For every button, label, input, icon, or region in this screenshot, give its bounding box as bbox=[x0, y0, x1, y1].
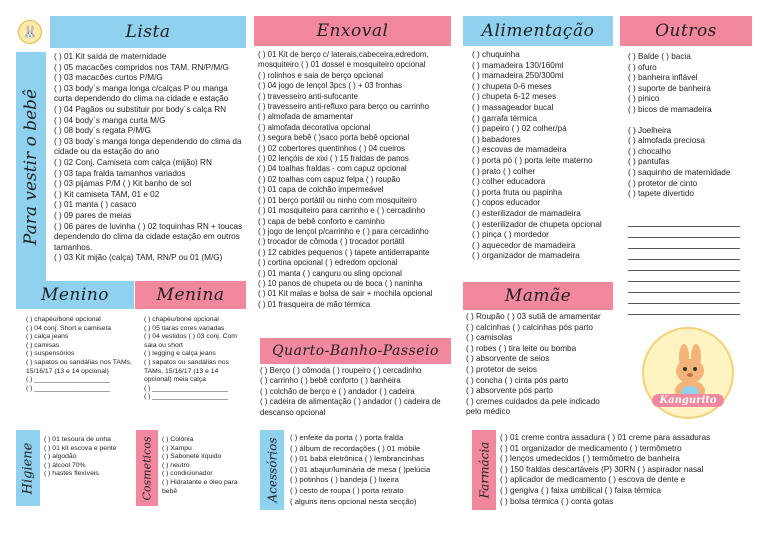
mamae-item[interactable]: ( ) absorvente de seios bbox=[466, 354, 550, 364]
enxoval-item[interactable]: ( ) 01 manta ( ) canguru ou sling opcional bbox=[258, 268, 402, 278]
blank-lines bbox=[628, 216, 740, 315]
enxoval-list bbox=[258, 50, 454, 310]
brand-label: Kangurito bbox=[652, 394, 724, 407]
menina-item[interactable]: ( ) 05 tiaras cores variadas bbox=[144, 324, 225, 332]
alimentacao-item[interactable]: ( ) garrafa térmica bbox=[472, 113, 538, 123]
menino-item[interactable]: ( ) 04 conj. Short e camiseta bbox=[26, 324, 111, 332]
outros-item[interactable]: ( ) ofuro bbox=[628, 62, 657, 72]
menina-item[interactable]: ( ) ____________________ bbox=[144, 393, 228, 401]
lista-item[interactable]: ( ) 09 pares de meias bbox=[54, 210, 132, 220]
enxoval-item[interactable]: ( ) jogo de lençol p/carrinho e ( ) para cercadinho bbox=[258, 226, 429, 236]
alimentacao-item[interactable]: ( ) massageador bucal bbox=[472, 102, 554, 112]
alimentacao-title: Alimentação bbox=[481, 21, 595, 41]
outros-title: Outros bbox=[655, 21, 717, 41]
enxoval-item[interactable]: ( ) travesseiro anti-sufocante bbox=[258, 91, 358, 101]
farmacia-list bbox=[500, 433, 740, 507]
cosmeticos-item[interactable]: ( ) condicionador bbox=[162, 470, 213, 478]
lista-item[interactable]: ( ) 02 Conj. Camiseta com calça (mijão) RN bbox=[54, 157, 212, 167]
acessorios-item[interactable]: ( ) enfeite da porta ( ) porta fralda bbox=[290, 433, 404, 442]
outros-item[interactable]: ( ) saquinho de maternidade bbox=[628, 167, 731, 177]
menino-item[interactable]: ( ) suspensórios bbox=[26, 350, 75, 358]
menina-item[interactable]: ( ) ____________________ bbox=[144, 384, 228, 392]
menina-title: Menina bbox=[156, 285, 225, 305]
lista-title: Lista bbox=[125, 22, 171, 42]
acessorios-item[interactable]: ( ) potinhos ( ) bandeja ( ) lixeira bbox=[290, 475, 399, 485]
lista-item[interactable]: ( ) 01 manta ( ) casaco bbox=[54, 200, 137, 210]
alimentacao-item[interactable]: ( ) papeiro ( ) 02 colher/pá bbox=[472, 124, 567, 134]
para-vestir-title: Para vestir o bebê bbox=[21, 88, 41, 246]
acessorios-item[interactable]: ( alguns itens opcional nesta secção) bbox=[290, 496, 417, 506]
alimentacao-item[interactable]: ( ) porta fruta ou papinha bbox=[472, 187, 563, 197]
lista-item[interactable]: ( ) 03 Kit mijão (calça) TAM, RN/P ou 01 (M/G) bbox=[54, 253, 223, 263]
alimentacao-item[interactable]: ( ) babadores bbox=[472, 134, 521, 144]
farmacia-item[interactable]: ( ) aplicador de medicamento ( ) escova de dente e bbox=[500, 475, 686, 485]
higiene-item[interactable]: ( ) 01 tesoura de unha bbox=[44, 436, 111, 443]
mamae-item[interactable]: ( ) absorvente pós parto bbox=[466, 386, 553, 396]
lista-item[interactable]: ( ) 03 body´s manga longa c/calças P ou manga curta dependendo do clima na cidade e estação bbox=[54, 83, 229, 104]
alimentacao-item[interactable]: ( ) copos educador bbox=[472, 198, 541, 208]
lista-list bbox=[54, 52, 246, 264]
enxoval-item[interactable]: ( ) 02 lençóis de xixi ( ) 15 fraldas de panos bbox=[258, 154, 409, 164]
enxoval-title: Enxoval bbox=[316, 21, 389, 41]
enxoval-item[interactable]: ( ) 02 toalhas com capuz felpa ( ) roupão bbox=[258, 174, 401, 184]
menino-item[interactable]: ( ) camisas bbox=[26, 341, 60, 349]
enxoval-item[interactable]: ( ) 01 capa de colchão impermeável bbox=[258, 185, 384, 195]
cosmeticos-item[interactable]: ( ) Xampu bbox=[162, 444, 192, 452]
mamae-item[interactable]: ( ) camisolas bbox=[466, 333, 513, 343]
lista-item[interactable]: ( ) 06 pares de luvinha ( ) 02 toquinhas RN + toucas dependendo do clima da cidade estação em outros tamanhos. bbox=[54, 221, 243, 252]
outros-header bbox=[620, 16, 752, 46]
mamae-title: Mamãe bbox=[504, 286, 572, 306]
mamae-item[interactable]: ( ) cremes cuidados da pele indicado pelo médico bbox=[466, 396, 600, 417]
quarto-item[interactable]: ( ) colchão de berço e ( ) andador ( ) cadeira bbox=[260, 386, 415, 396]
enxoval-item[interactable]: ( ) 04 jogo de lençol 3pcs ( ) + 03 fronhas bbox=[258, 81, 403, 91]
acessorios-list bbox=[290, 433, 456, 507]
outros-item[interactable]: ( ) banheira inflável bbox=[628, 73, 698, 83]
higiene-item[interactable]: ( ) hastes flexíveis bbox=[44, 470, 99, 478]
outros-item[interactable]: ( ) pinico bbox=[628, 94, 660, 104]
alimentacao-item[interactable]: ( ) chupeta 6-12 meses bbox=[472, 92, 557, 102]
alimentacao-item[interactable]: ( ) mamadeira 130/160ml bbox=[472, 60, 564, 70]
menino-item[interactable]: ( ) ____________________ bbox=[26, 376, 110, 384]
menina-item[interactable]: ( ) 04 vestidos ( ) 03 conj. Com saia ou short bbox=[144, 333, 237, 349]
acessorios-item[interactable]: ( ) 01 abajur/luminária de mesa ( )pelúcia bbox=[290, 464, 431, 474]
higiene-list bbox=[44, 436, 136, 479]
menina-item[interactable]: ( ) legging e calça jeans bbox=[144, 350, 216, 358]
menina-item[interactable]: ( ) chapéu/boné opcional bbox=[144, 316, 219, 323]
enxoval-item[interactable]: ( ) segura bebê ( )saco porta bebê opcional bbox=[258, 133, 410, 143]
alimentacao-item[interactable]: ( ) prato ( ) colher bbox=[472, 166, 536, 176]
small-logo: 🐰 bbox=[18, 20, 42, 44]
menina-list bbox=[144, 316, 246, 402]
farmacia-item[interactable]: ( ) 01 creme contra assadura ( ) 01 creme para assaduras bbox=[500, 433, 711, 442]
enxoval-item[interactable]: ( ) 01 Kit de berço c/ laterais,cabeceira,edredom, mosquiteiro ( ) 01 dossel e mosquiteiro opcional bbox=[258, 50, 429, 70]
mamae-item[interactable]: ( ) calcinhas ( ) calcinhas pós parto bbox=[466, 322, 593, 332]
outros-item[interactable]: ( ) tapete divertido bbox=[628, 189, 694, 199]
menina-item[interactable]: ( ) sapatos ou sandálias nos TAMs, 15/16/17 (13 e 14 opcional) meia calça bbox=[144, 358, 230, 384]
lista-item[interactable]: ( ) 01 Kit saída de maternidade bbox=[54, 52, 167, 61]
enxoval-item[interactable]: ( ) trocador de cômoda ( ) trocador portátil bbox=[258, 237, 405, 247]
acessorios-item[interactable]: ( ) álbum de recordações ( ) 01 móbile bbox=[290, 443, 421, 453]
enxoval-item[interactable]: ( ) almofada de amamentar bbox=[258, 112, 354, 122]
enxoval-item[interactable]: ( ) cortina opcional ( ) edredom opcional bbox=[258, 258, 398, 268]
quarto-title: Quarto-Banho-Passeio bbox=[272, 343, 439, 359]
enxoval-item[interactable]: ( ) rolinhos e saia de berço opcional bbox=[258, 70, 384, 80]
acessorios-title: Acessórios bbox=[265, 437, 279, 503]
quarto-item[interactable]: ( ) cadeira de alimentação ( ) andador ( ) cadeira de descanso opcional bbox=[260, 397, 441, 417]
mamae-list bbox=[466, 312, 616, 418]
lista-item[interactable]: ( ) 04 body´s manga curta M/G bbox=[54, 115, 166, 125]
alimentacao-item[interactable]: ( ) esterilizador de mamadeira bbox=[472, 208, 581, 218]
quarto-item[interactable]: ( ) Berço ( ) cômoda ( ) roupeiro ( ) cercadinho bbox=[260, 366, 422, 375]
farmacia-item[interactable]: ( ) lenços umedecidos ( ) termômetro de banheira bbox=[500, 454, 680, 464]
cosmeticos-item[interactable]: ( ) neutro bbox=[162, 461, 190, 469]
alimentacao-item[interactable]: ( ) mamadeira 250/300ml bbox=[472, 71, 564, 81]
lista-item[interactable]: ( ) 03 macacões curtos P/M/G bbox=[54, 73, 163, 83]
mamae-item[interactable]: ( ) robes ( ) tira leite ou bomba bbox=[466, 343, 577, 353]
alimentacao-item[interactable]: ( ) esterilizador de chupeta opcional bbox=[472, 219, 602, 229]
lista-item[interactable]: ( ) 03 body´s manga longa dependendo do clima da cidade ou da estação do ano bbox=[54, 136, 242, 157]
higiene-item[interactable]: ( ) algodão bbox=[44, 453, 77, 461]
enxoval-item[interactable]: ( ) 12 cabides pequenos ( ) tapete antiderrapante bbox=[258, 247, 430, 257]
alimentacao-item[interactable]: ( ) escovas de mamadeira bbox=[472, 145, 567, 155]
alimentacao-item[interactable]: ( ) chupeta 0-6 meses bbox=[472, 81, 552, 91]
alimentacao-header bbox=[463, 16, 613, 46]
menino-list bbox=[26, 316, 134, 393]
alimentacao-item[interactable]: ( ) aquecedor de mamadeira bbox=[472, 240, 576, 250]
outros-item[interactable]: ( ) Joelheira bbox=[628, 125, 672, 135]
cosmeticos-list bbox=[162, 436, 248, 496]
mamae-item[interactable]: ( ) Roupão ( ) 03 sutiã de amamentar bbox=[466, 312, 601, 321]
enxoval-item[interactable]: ( ) 01 berço portátil ou ninho com mosquiteiro bbox=[258, 195, 417, 205]
alimentacao-item[interactable]: ( ) colher educadora bbox=[472, 177, 546, 187]
mamae-header bbox=[463, 282, 613, 310]
enxoval-item[interactable]: ( ) almofada decorativa opcional bbox=[258, 122, 371, 132]
enxoval-item[interactable]: ( ) 01 mosquiteiro para carrinho e ( ) cercadinho bbox=[258, 206, 426, 216]
quarto-header bbox=[260, 338, 451, 364]
cosmeticos-item[interactable]: ( ) Sabonete líquido bbox=[162, 453, 222, 461]
menino-header bbox=[16, 281, 134, 309]
cosmeticos-item[interactable]: ( ) Colônia bbox=[162, 436, 194, 443]
outros-item[interactable]: ( ) protetor de cinto bbox=[628, 178, 698, 188]
para-vestir-bar bbox=[16, 52, 46, 282]
cosmeticos-title: Cosmeticos bbox=[140, 436, 154, 500]
enxoval-item[interactable]: ( ) capa de bebê conforto e caminho bbox=[258, 216, 385, 226]
kangaroo-icon bbox=[644, 329, 736, 421]
enxoval-item[interactable]: ( ) 04 toalhas fraldas - com capuz opcional bbox=[258, 164, 407, 174]
quarto-list bbox=[260, 366, 454, 418]
menino-item[interactable]: ( ) calça jeans bbox=[26, 333, 69, 341]
farmacia-title: Farmácia bbox=[477, 441, 491, 499]
lista-item[interactable]: ( ) 05 macacões compridos nos TAM. RN/P/M/G bbox=[54, 62, 229, 72]
farmacia-bar bbox=[472, 430, 496, 510]
lista-item[interactable]: ( ) 03 tapa fralda tamanhos variados bbox=[54, 168, 186, 178]
lista-item[interactable]: ( ) 04 Pagãos ou substituir por body´s calça RN bbox=[54, 104, 227, 114]
acessorios-item[interactable]: ( ) cesto de roupa ( ) porta retrato bbox=[290, 485, 404, 495]
mamae-item[interactable]: ( ) concha ( ) cinta pós parto bbox=[466, 375, 569, 385]
enxoval-item[interactable]: ( ) 10 panos de chupeta ou de boca ( ) naninha bbox=[258, 278, 423, 288]
menino-item[interactable]: ( ) sapatos ou sandálias nos TAMs, 15/16/17 (13 e 14 opcional) bbox=[26, 358, 132, 375]
acessorios-bar bbox=[260, 430, 284, 510]
acessorios-item[interactable]: ( ) 01 babá eletrônica ( ) lembrancinhas bbox=[290, 454, 425, 464]
alimentacao-item[interactable]: ( ) pinça ( ) mordedor bbox=[472, 230, 549, 240]
enxoval-item[interactable]: ( ) 02 cobertores quentinhos ( ) 04 cueiros bbox=[258, 143, 405, 153]
lista-header bbox=[50, 16, 246, 48]
farmacia-item[interactable]: ( ) 01 organizador de medicamento ( ) termômetro bbox=[500, 443, 682, 453]
enxoval-header bbox=[254, 16, 451, 46]
outros-item[interactable]: ( ) Balde ( ) bacia bbox=[628, 52, 691, 61]
outros-list bbox=[628, 52, 756, 200]
farmacia-item[interactable]: ( ) 150 fraldas descartáveis (P) 30RN ( ) aspirador nasal bbox=[500, 464, 704, 474]
outros-item[interactable]: ( ) chocalho bbox=[628, 146, 671, 156]
lista-item[interactable]: ( ) 03 pijamas P/M ( ) Kit banho de sol bbox=[54, 179, 192, 189]
lista-item[interactable]: ( ) Kit camiseta TAM, 01 e 02 bbox=[54, 189, 160, 199]
higiene-item[interactable]: ( ) álcool 70% bbox=[44, 461, 86, 469]
farmacia-item[interactable]: ( ) bolsa térmica ( ) conta gotas bbox=[500, 496, 614, 506]
farmacia-item[interactable]: ( ) gengiva ( ) faixa umbilical ( ) faixa térmica bbox=[500, 485, 662, 495]
kangurito-logo bbox=[642, 327, 734, 419]
menino-title: Menino bbox=[40, 285, 110, 305]
outros-item[interactable]: ( ) almofada preciosa bbox=[628, 136, 705, 146]
cosmeticos-bar bbox=[136, 430, 158, 506]
enxoval-item[interactable]: ( ) travesseiro anti-refluxo para berço ou carrinho bbox=[258, 102, 430, 112]
menino-item[interactable]: ( ) chapéu/boné opcional bbox=[26, 316, 101, 323]
menino-item[interactable]: ( ) ____________________ bbox=[26, 384, 110, 392]
higiene-bar bbox=[16, 430, 40, 506]
alimentacao-item[interactable]: ( ) organizador de mamadeira bbox=[472, 251, 580, 261]
lista-item[interactable]: ( ) 08 body´s regata P/M/G bbox=[54, 126, 151, 136]
mamae-item[interactable]: ( ) protetor de seios bbox=[466, 364, 537, 374]
alimentacao-item[interactable]: ( ) porta pó ( ) porta leite materno bbox=[472, 155, 593, 165]
enxoval-item[interactable]: ( ) 01 frasqueira de mão térmica bbox=[258, 299, 371, 309]
outros-item[interactable]: ( ) bicos de mamadeira bbox=[628, 104, 712, 114]
cosmeticos-item[interactable]: ( ) Hidratante e óleo para bebê bbox=[162, 478, 238, 495]
higiene-title: Higiene bbox=[20, 442, 36, 494]
menina-header bbox=[135, 281, 246, 309]
outros-item[interactable]: ( ) suporte de banheira bbox=[628, 83, 711, 93]
enxoval-item[interactable]: ( ) 01 Kit malas e bolsa de sair + mochila opcional bbox=[258, 289, 433, 299]
quarto-item[interactable]: ( ) carrinho ( ) bebê conforto ( ) banheira bbox=[260, 376, 401, 386]
outros-item[interactable]: ( ) pantufas bbox=[628, 157, 670, 167]
higiene-item[interactable]: ( ) 01 kit escova e pente bbox=[44, 444, 117, 452]
alimentacao-list bbox=[472, 50, 618, 262]
alimentacao-item[interactable]: ( ) chuquinha bbox=[472, 50, 520, 59]
outros-item[interactable] bbox=[628, 116, 756, 126]
